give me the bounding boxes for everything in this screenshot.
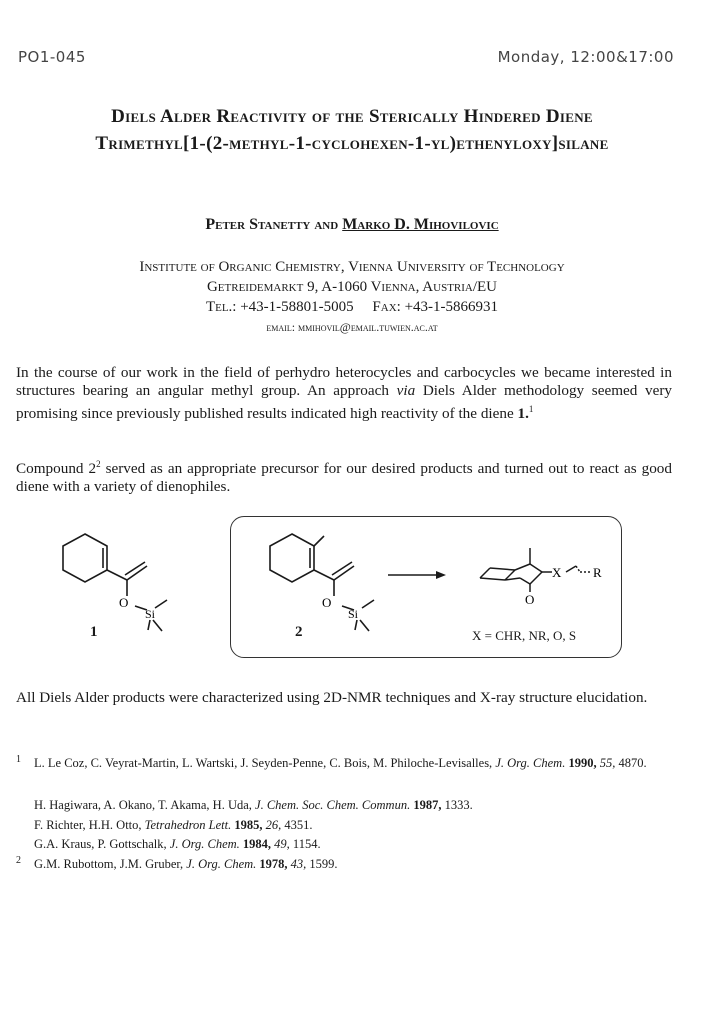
ref-volume: 26,: [265, 818, 282, 832]
ref-pages: 1599.: [306, 857, 338, 871]
ref-authors: G.M. Rubottom, J.M. Gruber,: [34, 857, 187, 871]
reference-2: [34, 855, 674, 873]
structure-compound-2: [262, 528, 402, 638]
ref-volume: 43,: [290, 857, 307, 871]
author-conjunction: and: [314, 216, 339, 233]
ref-pages: 4870.: [615, 756, 647, 770]
ref-volume: 55,: [599, 756, 616, 770]
reference-number-1: 1: [16, 754, 21, 765]
ref-authors: G.A. Kraus, P. Gottschalk,: [34, 837, 170, 851]
ref-year: 1990,: [565, 756, 600, 770]
compound-text-a: Compound 2: [16, 460, 97, 478]
ref-journal: Tetrahedron Lett.: [144, 818, 232, 832]
ref-authors: L. Le Coz, C. Veyrat-Martin, L. Wartski, J. Seyden-Penne, C. Bois, M. Philoche-Levisalles,: [34, 756, 496, 770]
reference-1a: [34, 754, 674, 772]
compound-text-b: served as an appropriate precursor for our desired products and turned out to react as good diene with a variety of dienophiles.: [16, 460, 672, 496]
affiliation-institute: Institute of Organic Chemistry, Vienna University of Technology: [139, 259, 565, 275]
product-x: X: [552, 565, 562, 580]
affiliation-phone: [0, 299, 704, 316]
ref-pages: 1333.: [444, 798, 473, 812]
ref-year: 1984,: [239, 837, 275, 851]
compound-2-oxygen: O: [322, 595, 332, 610]
title-line-2: Trimethyl[1-(2-methyl-1-cyclohexen-1-yl)ethenyloxy]silane: [95, 133, 609, 154]
title-line-1: Diels Alder Reactivity of the Sterically Hindered Diene: [111, 106, 593, 127]
intro-text-b: Diels Alder methodology seemed very promising since previously published results indicated high reactivity of the diene: [16, 382, 672, 423]
ref-pages: 4351.: [281, 818, 313, 832]
product-r: R: [593, 565, 602, 580]
reference-1d: [34, 835, 674, 853]
intro-paragraph: [16, 364, 672, 423]
ref-journal: J. Org. Chem.: [495, 756, 566, 770]
author-2: Marko D. Mihovilovic: [342, 216, 499, 233]
ref-year: 1985,: [231, 818, 266, 832]
compound-label-1: 1: [90, 624, 98, 640]
compound-ref-sup: 2: [96, 459, 101, 469]
characterization-paragraph: All Diels Alder products were characterized using 2D-NMR techniques and X-ray structure elucidation.: [16, 689, 648, 706]
compound-2-silicon: Si: [348, 607, 359, 621]
product-oxygen: O: [525, 592, 535, 607]
intro-compound-1: 1.: [517, 405, 529, 423]
intro-text-a: In the course of our work in the field of perhydro heterocycles and carbocycles we became interested in structures bearing an angular methyl group. An approach: [16, 364, 672, 399]
affiliation-address: Getreidemarkt 9, A-1060 Vienna, Austria/EU: [206, 279, 498, 295]
session-time: Monday, 12:00&17:00: [497, 48, 674, 66]
ref-pages: 1154.: [289, 837, 321, 851]
ref-journal: J. Chem. Soc. Chem. Commun.: [255, 798, 411, 812]
x-definition: X = CHR, NR, O, S: [472, 628, 577, 643]
reference-number-2: 2: [16, 855, 21, 866]
reference-1b: [34, 796, 674, 814]
compound-1-oxygen: O: [119, 595, 129, 610]
compound-paragraph: [16, 455, 672, 496]
ref-authors: F. Richter, H.H. Otto,: [34, 818, 145, 832]
telephone: Tel.: +43-1-58801-5005: [205, 299, 354, 315]
poster-id: PO1-045: [18, 48, 86, 66]
ref-volume: 49,: [274, 837, 290, 851]
intro-ref-sup: 1: [528, 404, 534, 414]
reaction-arrow: [388, 568, 448, 582]
affiliation-email: email: mmihovil@email.tuwien.ac.at: [266, 320, 438, 334]
ref-authors: H. Hagiwara, A. Okano, T. Akama, H. Uda,: [34, 798, 256, 812]
fax: Fax: +43-1-5866931: [372, 299, 499, 315]
ref-journal: J. Org. Chem.: [186, 857, 257, 871]
reference-1c: [34, 816, 674, 834]
ref-journal: J. Org. Chem.: [169, 837, 240, 851]
structure-product: [470, 540, 620, 612]
intro-via: via: [396, 382, 416, 399]
ref-year: 1987,: [410, 798, 445, 812]
structure-compound-1: [55, 528, 195, 638]
author-line: [0, 216, 704, 234]
compound-label-2: 2: [295, 624, 303, 640]
ref-year: 1978,: [256, 857, 291, 871]
author-1: Peter Stanetty: [205, 216, 311, 233]
compound-1-silicon: Si: [145, 607, 156, 621]
